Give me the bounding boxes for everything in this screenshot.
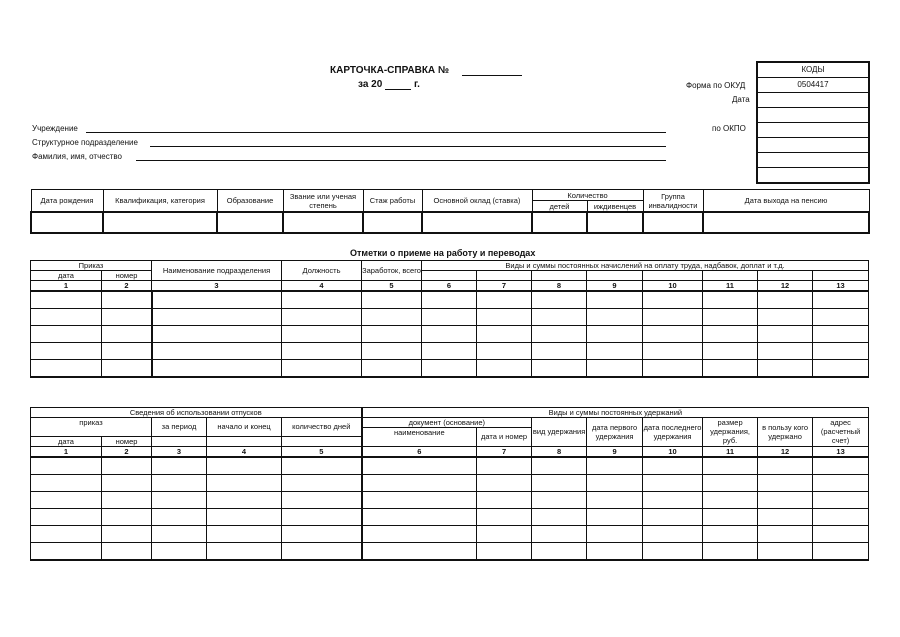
deduction-amount-header: размер удержания, руб. <box>703 418 758 447</box>
table-row <box>31 291 869 309</box>
entry-cell[interactable] <box>758 326 813 343</box>
okpo-label: по ОКПО <box>712 124 746 133</box>
vac-order-header: приказ <box>31 418 152 428</box>
entry-cell[interactable] <box>587 525 643 542</box>
col-number: 3 <box>152 281 282 292</box>
entry-cell[interactable] <box>587 343 643 360</box>
table-row <box>31 326 869 343</box>
col-number: 7 <box>477 281 532 292</box>
entry-cell[interactable] <box>152 474 207 491</box>
table-row <box>31 542 869 560</box>
position-header: Должность <box>282 261 362 281</box>
col-number: 10 <box>643 281 703 292</box>
qualification-header: Квалификация, категория <box>103 190 217 213</box>
entry-cell[interactable] <box>643 457 703 475</box>
start-end-sub <box>207 436 282 446</box>
col-number: 13 <box>813 446 869 457</box>
entry-cell[interactable] <box>758 360 813 378</box>
base-salary-header: Основной оклад (ставка) <box>422 190 532 213</box>
entry-cell[interactable] <box>207 525 282 542</box>
entry-cell[interactable] <box>813 525 869 542</box>
col-number: 5 <box>362 281 422 292</box>
education-cell[interactable] <box>217 212 283 233</box>
doc-name-header: наименование <box>362 428 477 447</box>
experience-cell[interactable] <box>363 212 422 233</box>
okud-label: Форма по ОКУД <box>686 81 746 90</box>
entry-cell[interactable] <box>31 457 102 475</box>
entry-cell[interactable] <box>31 542 102 560</box>
entry-cell[interactable] <box>587 508 643 525</box>
title-degree-cell[interactable] <box>283 212 363 233</box>
entry-cell[interactable] <box>643 343 703 360</box>
entry-cell[interactable] <box>758 491 813 508</box>
period-sub <box>152 436 207 446</box>
entry-cell[interactable] <box>477 343 532 360</box>
accrual-sub <box>532 271 587 281</box>
entry-cell[interactable] <box>532 291 587 309</box>
codes-box <box>756 61 870 184</box>
full-name-label: Фамилия, имя, отчество <box>32 152 122 161</box>
entry-cell[interactable] <box>282 474 362 491</box>
entry-cell[interactable] <box>532 542 587 560</box>
col-number: 6 <box>422 281 477 292</box>
entry-cell[interactable] <box>703 343 758 360</box>
entry-cell[interactable] <box>643 309 703 326</box>
entry-cell[interactable] <box>362 491 477 508</box>
pension-date-header: Дата выхода на пенсию <box>703 190 869 213</box>
entry-cell[interactable] <box>282 525 362 542</box>
table-row <box>31 309 869 326</box>
entry-cell[interactable] <box>102 309 152 326</box>
entry-cell[interactable] <box>813 291 869 309</box>
year-line[interactable] <box>385 89 411 90</box>
entry-cell[interactable] <box>102 360 152 378</box>
entry-cell[interactable] <box>152 309 282 326</box>
entry-cell[interactable] <box>422 291 477 309</box>
vacation-table <box>30 407 869 561</box>
entry-cell[interactable] <box>703 525 758 542</box>
education-header: Образование <box>217 190 283 213</box>
entry-cell[interactable] <box>152 457 207 475</box>
entry-cell[interactable] <box>477 360 532 378</box>
entry-cell[interactable] <box>152 343 282 360</box>
accrual-sub <box>758 271 813 281</box>
disability-header: Группа инвалидности <box>643 190 703 213</box>
entry-cell[interactable] <box>362 360 422 378</box>
entry-cell[interactable] <box>643 360 703 378</box>
table-row <box>31 508 869 525</box>
entry-cell[interactable] <box>31 309 102 326</box>
vac-date-header: дата <box>31 436 102 446</box>
col-number: 4 <box>207 446 282 457</box>
year-prefix: за 20 <box>358 79 383 90</box>
entry-cell[interactable] <box>758 508 813 525</box>
entry-cell[interactable] <box>152 291 282 309</box>
entry-cell[interactable] <box>207 542 282 560</box>
entry-cell[interactable] <box>532 360 587 378</box>
entry-cell[interactable] <box>282 326 362 343</box>
entry-cell[interactable] <box>643 542 703 560</box>
entry-cell[interactable] <box>813 542 869 560</box>
entry-cell[interactable] <box>587 309 643 326</box>
entry-cell[interactable] <box>643 291 703 309</box>
beneficiary-header: в пользу кого удержано <box>758 418 813 447</box>
entry-cell[interactable] <box>102 326 152 343</box>
entry-cell[interactable] <box>532 474 587 491</box>
entry-cell[interactable] <box>587 360 643 378</box>
deductions-title: Виды и суммы постоянных удержаний <box>362 408 869 418</box>
codes-title: КОДЫ <box>758 63 868 78</box>
hiring-section-title: Отметки о приеме на работу и переводах <box>350 248 536 258</box>
entry-cell[interactable] <box>703 457 758 475</box>
vacation-rows <box>31 457 869 560</box>
birth-date-cell[interactable] <box>31 212 103 233</box>
date-label: Дата <box>732 95 750 104</box>
entry-cell[interactable] <box>643 508 703 525</box>
entry-cell[interactable] <box>587 491 643 508</box>
entry-cell[interactable] <box>31 525 102 542</box>
entry-cell[interactable] <box>532 309 587 326</box>
entry-cell[interactable] <box>362 457 477 475</box>
dependents-header: иждивенцев <box>587 201 643 213</box>
doc-date-number-header: дата и номер <box>477 428 532 447</box>
accruals-header: Виды и суммы постоянных начислений на оплату труда, надбавок, доплат и т.д. <box>422 261 869 271</box>
col-number: 9 <box>587 446 643 457</box>
entry-cell[interactable] <box>152 542 207 560</box>
entry-cell[interactable] <box>152 525 207 542</box>
entry-cell[interactable] <box>643 525 703 542</box>
entry-cell[interactable] <box>477 525 532 542</box>
entry-cell[interactable] <box>31 508 102 525</box>
year-suffix: г. <box>414 79 420 90</box>
entry-cell[interactable] <box>102 291 152 309</box>
vac-number-header: номер <box>102 436 152 446</box>
division-line[interactable] <box>150 146 666 147</box>
qualification-cell[interactable] <box>103 212 217 233</box>
col-number: 4 <box>282 281 362 292</box>
entry-cell[interactable] <box>758 309 813 326</box>
col-number: 11 <box>703 281 758 292</box>
entry-cell[interactable] <box>813 474 869 491</box>
entry-cell[interactable] <box>643 474 703 491</box>
accrual-sub <box>643 271 703 281</box>
col-number: 10 <box>643 446 703 457</box>
accrual-sub <box>422 271 477 281</box>
entry-cell[interactable] <box>207 491 282 508</box>
entry-cell[interactable] <box>758 457 813 475</box>
col-number: 12 <box>758 446 813 457</box>
entry-cell[interactable] <box>282 542 362 560</box>
entry-cell[interactable] <box>703 360 758 378</box>
col-number: 2 <box>102 446 152 457</box>
entry-cell[interactable] <box>758 291 813 309</box>
entry-cell[interactable] <box>703 542 758 560</box>
division-label: Структурное подразделение <box>32 138 138 147</box>
institution-label: Учреждение <box>32 124 78 133</box>
entry-cell[interactable] <box>282 309 362 326</box>
entry-cell[interactable] <box>31 291 102 309</box>
entry-cell[interactable] <box>362 343 422 360</box>
entry-cell[interactable] <box>532 508 587 525</box>
entry-cell[interactable] <box>282 491 362 508</box>
entry-cell[interactable] <box>477 291 532 309</box>
disability-cell[interactable] <box>643 212 703 233</box>
code-cell[interactable] <box>758 138 868 153</box>
division-name-header: Наименование подразделения <box>152 261 282 281</box>
col-number: 11 <box>703 446 758 457</box>
code-cell[interactable] <box>758 168 868 182</box>
vacation-title: Сведения об использовании отпусков <box>31 408 362 418</box>
entry-cell[interactable] <box>703 291 758 309</box>
form-title: КАРТОЧКА-СПРАВКА № <box>330 65 450 76</box>
code-cell[interactable] <box>758 108 868 123</box>
children-cell[interactable] <box>532 212 587 233</box>
entry-cell[interactable] <box>813 508 869 525</box>
entry-cell[interactable] <box>758 542 813 560</box>
entry-cell[interactable] <box>532 457 587 475</box>
children-header: детей <box>532 201 587 213</box>
entry-cell[interactable] <box>31 474 102 491</box>
entry-cell[interactable] <box>362 542 477 560</box>
entry-cell[interactable] <box>422 309 477 326</box>
entry-cell[interactable] <box>643 326 703 343</box>
entry-cell[interactable] <box>362 309 422 326</box>
entry-cell[interactable] <box>703 508 758 525</box>
entry-cell[interactable] <box>207 508 282 525</box>
entry-cell[interactable] <box>532 343 587 360</box>
entry-cell[interactable] <box>31 360 102 378</box>
entry-cell[interactable] <box>102 457 152 475</box>
entry-cell[interactable] <box>282 291 362 309</box>
entry-cell[interactable] <box>758 525 813 542</box>
entry-cell[interactable] <box>31 491 102 508</box>
entry-cell[interactable] <box>152 326 282 343</box>
col-number: 5 <box>282 446 362 457</box>
table-row <box>31 360 869 378</box>
entry-cell[interactable] <box>362 291 422 309</box>
dependents-cell[interactable] <box>587 212 643 233</box>
first-deduction-header: дата первого удержания <box>587 418 643 447</box>
entry-cell[interactable] <box>102 343 152 360</box>
entry-cell[interactable] <box>477 491 532 508</box>
entry-cell[interactable] <box>102 525 152 542</box>
entry-cell[interactable] <box>282 360 362 378</box>
date-code-cell[interactable] <box>758 93 868 108</box>
col-number: 1 <box>31 446 102 457</box>
entry-cell[interactable] <box>362 474 477 491</box>
pension-date-cell[interactable] <box>703 212 869 233</box>
address-header: адрес (расчетный счет) <box>813 418 869 447</box>
entry-cell[interactable] <box>152 360 282 378</box>
entry-cell[interactable] <box>102 508 152 525</box>
entry-cell[interactable] <box>532 525 587 542</box>
entry-cell[interactable] <box>102 474 152 491</box>
order-number-header: номер <box>102 271 152 281</box>
card-number-line[interactable] <box>462 75 522 76</box>
entry-cell[interactable] <box>31 326 102 343</box>
entry-cell[interactable] <box>587 474 643 491</box>
entry-cell[interactable] <box>587 326 643 343</box>
last-deduction-header: дата последнего удержания <box>643 418 703 447</box>
entry-cell[interactable] <box>207 457 282 475</box>
table-row <box>31 474 869 491</box>
entry-cell[interactable] <box>703 309 758 326</box>
quantity-header: Количество <box>532 190 643 201</box>
entry-cell[interactable] <box>477 474 532 491</box>
entry-cell[interactable] <box>587 457 643 475</box>
experience-header: Стаж работы <box>363 190 422 213</box>
entry-cell[interactable] <box>477 326 532 343</box>
entry-cell[interactable] <box>703 491 758 508</box>
entry-cell[interactable] <box>282 343 362 360</box>
accrual-sub <box>477 271 532 281</box>
order-date-header: дата <box>31 271 102 281</box>
entry-cell[interactable] <box>703 474 758 491</box>
base-salary-cell[interactable] <box>422 212 532 233</box>
earnings-header: Заработок, всего <box>362 261 422 281</box>
entry-cell[interactable] <box>152 508 207 525</box>
full-name-line[interactable] <box>136 160 666 161</box>
entry-cell[interactable] <box>532 491 587 508</box>
hiring-table <box>30 260 869 378</box>
table-row <box>31 525 869 542</box>
accrual-sub <box>813 271 869 281</box>
institution-line[interactable] <box>86 132 666 133</box>
birth-date-header: Дата рождения <box>31 190 103 213</box>
entry-cell[interactable] <box>813 360 869 378</box>
entry-cell[interactable] <box>282 508 362 525</box>
entry-cell[interactable] <box>813 343 869 360</box>
entry-cell[interactable] <box>813 326 869 343</box>
col-number: 13 <box>813 281 869 292</box>
table-row <box>31 491 869 508</box>
col-number: 6 <box>362 446 477 457</box>
entry-cell[interactable] <box>362 326 422 343</box>
entry-cell[interactable] <box>152 491 207 508</box>
okpo-code-cell[interactable] <box>758 123 868 138</box>
col-number: 8 <box>532 281 587 292</box>
col-number: 7 <box>477 446 532 457</box>
accrual-sub <box>703 271 758 281</box>
entry-cell[interactable] <box>422 326 477 343</box>
entry-cell[interactable] <box>532 326 587 343</box>
table-row <box>31 457 869 475</box>
entry-cell[interactable] <box>282 457 362 475</box>
entry-cell[interactable] <box>643 491 703 508</box>
entry-cell[interactable] <box>477 508 532 525</box>
entry-cell[interactable] <box>813 491 869 508</box>
col-number: 8 <box>532 446 587 457</box>
col-number: 3 <box>152 446 207 457</box>
start-end-header: начало и конец <box>207 418 282 437</box>
entry-cell[interactable] <box>477 309 532 326</box>
code-cell[interactable] <box>758 153 868 168</box>
title-degree-header: Звание или ученая степень <box>283 190 363 213</box>
entry-cell[interactable] <box>587 542 643 560</box>
table-row <box>31 343 869 360</box>
entry-cell[interactable] <box>422 360 477 378</box>
col-number: 12 <box>758 281 813 292</box>
col-number: 2 <box>102 281 152 292</box>
order-header: Приказ <box>31 261 152 271</box>
entry-cell[interactable] <box>477 457 532 475</box>
col-number: 9 <box>587 281 643 292</box>
document-header: документ (основание) <box>362 418 532 428</box>
entry-cell[interactable] <box>102 542 152 560</box>
hiring-rows <box>31 291 869 377</box>
entry-cell[interactable] <box>31 343 102 360</box>
entry-cell[interactable] <box>813 457 869 475</box>
deduction-type-header: вид удержания <box>532 418 587 447</box>
personal-table <box>30 189 870 234</box>
entry-cell[interactable] <box>587 291 643 309</box>
days-sub <box>282 436 362 446</box>
accrual-sub <box>587 271 643 281</box>
entry-cell[interactable] <box>207 474 282 491</box>
vac-order-spacer <box>31 428 152 437</box>
entry-cell[interactable] <box>477 542 532 560</box>
entry-cell[interactable] <box>758 343 813 360</box>
entry-cell[interactable] <box>362 525 477 542</box>
entry-cell[interactable] <box>813 309 869 326</box>
col-number: 1 <box>31 281 102 292</box>
entry-cell[interactable] <box>703 326 758 343</box>
entry-cell[interactable] <box>102 491 152 508</box>
okud-code: 0504417 <box>758 78 868 93</box>
entry-cell[interactable] <box>362 508 477 525</box>
days-count-header: количество дней <box>282 418 362 437</box>
period-header: за период <box>152 418 207 437</box>
entry-cell[interactable] <box>422 343 477 360</box>
entry-cell[interactable] <box>758 474 813 491</box>
